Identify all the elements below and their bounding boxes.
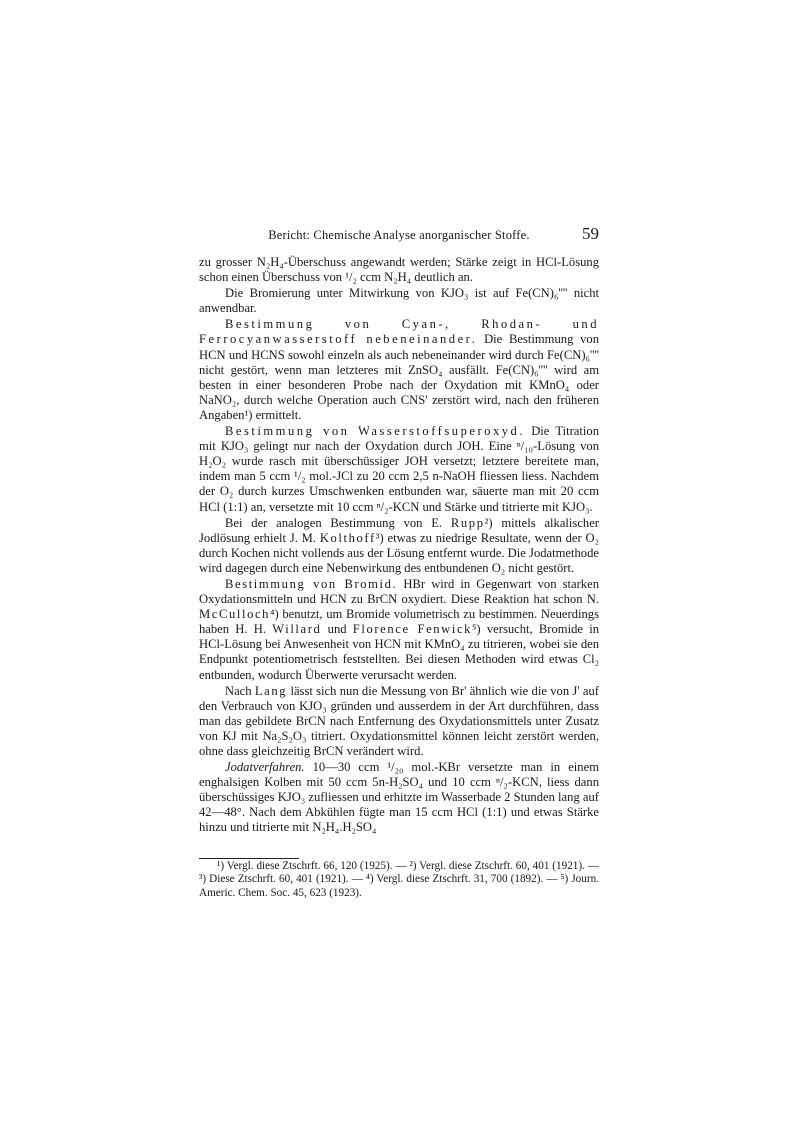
author-name-lang: Lang	[254, 683, 288, 698]
paragraph-6-text-d: ⁵) versucht, Bromide in HCl-Lösung bei Anwesenheit von HCN mit KMnO₄ zu titrieren, wobei sie den Endpunkt potentiometrisch feststellten. Bei diesen Methoden wird etwas Cl₂ entbunden, wodurch Überwerte verursacht werden.	[199, 622, 599, 682]
paragraph-3-text: Die Bestimmung von HCN und HCNS sowohl einzeln als auch nebeneinander wird durch Fe(CN)₆'''' nicht gestört, wenn man letzteres mit ZnSO₄ ausfällt. Fe(CN)₆'''' wird am besten in einer besonderen Probe nach der Oxydation mit KMnO₄ oder NaNO₂, durch welche Operation auch CNS' zerstört wird, nach den früheren Angaben¹) ermittelt.	[199, 332, 599, 422]
paragraph-8-text: 10—30 ccm ¹/₂₀ mol.-KBr versetzte man in einem enghalsigen Kolben mit 50 ccm 5n-H₂SO₄ und 10 ccm ⁿ/₂-KCN, liess dann überschüssiges KJO₃ zufliessen und erhitzte im Wasserbade 2 Stunden lang auf 42—48°. Nach dem Abkühlen fügte man 15 ccm HCl (1:1) und etwas Stärke hinzu und titrierte mit N₂H₄.H₂SO₄	[199, 760, 599, 835]
paragraph-5-text-b: ²) mittels alkalischer Jodlösung erhielt J. M.	[199, 515, 599, 545]
paragraph-7-text-b: lässt sich nun die Messung von Br' ähnlich wie die von J' auf den Verbrauch von KJO₃ gründen und ausserdem in der Art durchführen, dass man das gebildete BrCN nach Entfernung des Oxydationsmittels unter Zusatz von KJ mit Na₂S₂O₃ titriert. Oxydationsmittel können leicht zerstört werden, ohne dass gleichzeitig BrCN verändert wird.	[199, 683, 599, 758]
author-name-kolthoff: Kolthoff	[319, 530, 376, 545]
main-text	[199, 255, 599, 837]
footnotes	[199, 860, 599, 900]
author-name-rupp: Rupp	[450, 515, 485, 530]
footnote-rule	[199, 858, 299, 859]
author-name-willard: Willard	[272, 622, 322, 637]
page-header	[199, 224, 599, 248]
paragraph-4-text: Die Titration mit KJO₃ gelingt nur nach der Oxydation durch JOH. Eine ⁿ/₁₀-Lösung von H₂O₂ wurde rasch mit überschüssiger JOH versetzt; letztere bereitete man, indem man 5 ccm ¹/₂ mol.-JCl zu 20 ccm 2,5 n-NaOH fliessen liess. Nachdem der O₂ durch kurzes Umschwenken entbunden war, säuerte man mit 20 ccm HCl (1:1) an, versetzte mit 10 ccm ⁿ/₂-KCN und Stärke und titrierte mit KJO₃.	[199, 424, 599, 514]
page-number: 59	[582, 224, 599, 243]
paragraph-2-text: Die Bromierung unter Mitwirkung von KJO₃ ist auf Fe(CN)₆'''' nicht anwendbar.	[199, 286, 599, 316]
paragraph-2	[199, 286, 599, 316]
section-heading-peroxide: Bestimmung von Wasserstoffsuperoxyd.	[225, 424, 525, 439]
paragraph-7-text-a: Nach	[225, 683, 252, 698]
section-heading-cyan: Bestimmung von Cyan-, Rhodan- und Ferrocyanwasserstoff nebeneinander.	[199, 317, 599, 347]
paragraph-6	[199, 577, 599, 683]
paragraph-6-text-c: und	[327, 622, 347, 637]
author-name-fenwick: Florence Fenwick	[352, 622, 473, 637]
paragraph-1	[199, 255, 599, 285]
section-heading-bromide: Bestimmung von Bromid.	[225, 576, 398, 591]
footnote-text: ¹) Vergl. diese Ztschrft. 66, 120 (1925). — ²) Vergl. diese Ztschrft. 60, 401 (1921). — ³) Diese Ztschrft. 60, 401 (1921). — ⁴) Vergl. diese Ztschrft. 31, 700 (1892). — ⁵) Journ. Americ. Chem. Soc. 45, 623 (1923).	[199, 860, 599, 899]
paragraph-5-text-c: ³) etwas zu niedrige Resultate, wenn der O₂ durch Kochen nicht vollends aus der Lösung entfernt wurde. Die Jodatmethode wird dagegen durch eine Nebenwirkung des entbundenen O₂ nicht gestört.	[199, 530, 599, 575]
section-heading-jodatverfahren: Jodatverfahren.	[225, 760, 305, 775]
paragraph-5	[199, 516, 599, 576]
paragraph-7	[199, 684, 599, 759]
paragraph-3	[199, 317, 599, 423]
paragraph-1-text: zu grosser N₂H₄-Überschuss angewandt werden; Stärke zeigt in HCl-Lösung schon einen Überschuss von ¹/₂ ccm N₂H₄ deutlich an.	[199, 255, 599, 285]
paragraph-6-text-a: HBr wird in Gegenwart von starken Oxydationsmitteln und HCN zu BrCN oxydiert. Diese Reaktion hat schon N.	[199, 576, 599, 607]
paragraph-6-text-b: ⁴) benutzt, um Bromide volumetrisch zu bestimmen. Neuerdings haben H. H.	[199, 607, 599, 637]
paragraph-5-text-a: Bei der analogen Bestimmung von E.	[225, 515, 443, 530]
running-title: Bericht: Chemische Analyse anorganischer Stoffe.	[268, 228, 530, 242]
paragraph-8	[199, 760, 599, 835]
paragraph-4	[199, 424, 599, 515]
author-name-mcculloch: McCulloch	[199, 607, 271, 622]
